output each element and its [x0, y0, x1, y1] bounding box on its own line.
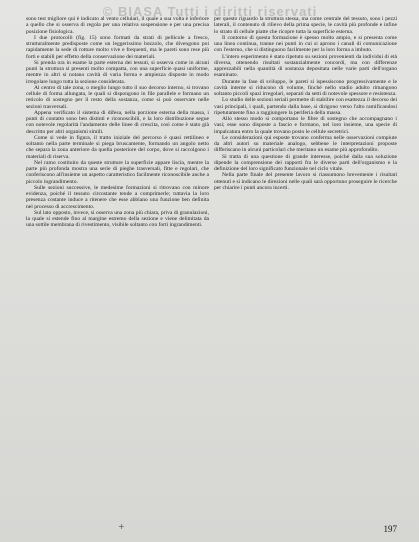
- paragraph: Il contorno di questa formazione è spesso molto ampio, e si presenta come una linea continua, tranne nei punti in cui si aprono i canali di comunicazione con l'esterno, che si distinguono facilmente per la loro forma a imbuto.: [214, 34, 397, 54]
- right-text-column: [214, 16, 397, 532]
- paragraph: Durante la fase di sviluppo, le pareti si ispessiscono progressivamente e le cavità interne si riducono di volume, finché nello stadio adulto rimangono soltanto piccoli spazi irregolari, separati da setti di notevole spessore e resistenza.: [214, 78, 397, 97]
- paragraph: Sul lato opposto, invece, si osserva una zona più chiara, priva di granulazioni, la quale si estende fino al margine estremo della sezione e viene delimitata da una sottile membrana di rivestimento, visibile soltanto con forti ingrandimenti.: [26, 209, 209, 229]
- paragraph: L'intero esperimento è stato ripetuto su sezioni provenienti da individui di età diversa, ottenendo risultati sostanzialmente concordi, ma con differenze apprezzabili nella quantità di sostanza depositata nelle varie parti dell'organo esaminato.: [214, 53, 397, 79]
- paragraph: Si tratta di una questione di grande interesse, poiché dalla sua soluzione dipende la comprensione dei rapporti fra le diverse parti dell'organismo e la definizione del loro significato funzionale nel ciclo vitale.: [214, 153, 397, 172]
- page-number: 197: [383, 524, 397, 534]
- paragraph: Al centro di tale zona, o meglio lungo tutto il suo decorso interno, si trovano cellule di forma allungata, le quali si dispongono in file parallele e formano un reticolo di sostegno per il resto della sostanza, come si può osservare nelle sezioni trasversali.: [26, 84, 209, 110]
- paragraph: Si prenda ora in esame la parte esterna dei tessuti, si osserva come in alcuni punti la struttura si presenti molto compatta, con una superficie quasi uniforme, mentre in altri si notano cavità di varia forma e ampiezza disposte in modo irregolare lungo tutta la sezione considerata.: [26, 59, 209, 85]
- paragraph: Sulle sezioni successive, le medesime formazioni si ritrovano con minore evidenza, poiché il tessuto circostante tende a comprimerle; tuttavia la loro presenza costante induce a ritenere che esse abbiano una funzione ben definita nel processo di accrescimento.: [26, 184, 209, 210]
- paragraph: sono test migliore qui è indicato al vento cellulari, il quale a sua volta è inferiore a quello che si osserva di regola per una relativa sospensione e per una precisa posizione fisiologica.: [26, 16, 209, 35]
- paragraph: Come si vede in figura, il tratto iniziale del percorso è quasi rettilineo e soltanto nella parte terminale si piega bruscamente, formando un angolo netto che separa la zona anteriore da quella posteriore del corpo, dove si raccolgono i materiali di riserva.: [26, 134, 209, 160]
- left-text-column: [26, 16, 209, 532]
- paragraph: Lo studio delle sezioni seriali permette di stabilire con esattezza il decorso dei vasi principali, i quali, partendo dalla base, si dirigono verso l'alto ramificandosi ripetutamente fino a raggiungere la periferia della massa.: [214, 97, 397, 116]
- bottom-mark: +: [118, 522, 125, 531]
- paragraph: per questo riguardo la struttura stessa, ma come centrale del tessuto, sono i pezzi laterali, il contenuto di rilievo della prima specie, le cavità più profonde e infine lo strato di cellule piatte che ricopre tutta la superficie esterna.: [214, 16, 397, 35]
- paragraph: Allo stesso modo si comportano le fibre di sostegno che accompagnano i vasi; esse sono disposte a fascio e formano, nel loro insieme, una specie di impalcatura entro la quale trovano posto le cellule secretrici.: [214, 116, 397, 135]
- watermark-text: © BIASA Tutti i diritti riservati: [102, 4, 318, 19]
- paragraph: Nel ramo costituito da queste strutture la superficie appare liscia, mentre la parte più profonda mostra una serie di pieghe trasversali, fitte e regolari, che conferiscono all'insieme un aspetto caratteristico facilmente riconoscibile anche a piccolo ingrandimento.: [26, 159, 209, 185]
- paragraph: Nella parte finale del presente lavoro si riassumono brevemente i risultati ottenuti e si indicano le direzioni nelle quali sarà opportuno proseguire le ricerche per chiarire i punti ancora incerti.: [214, 172, 397, 191]
- paragraph: Appena verificato il sistema di difesa, nella porzione esterna della massa, i punti di contatto sono ben distinti e riconoscibili, e la loro distribuzione segue con notevole regolarità l'andamento delle linee di crescita, così come è stato già descritto per altri organismi simili.: [26, 109, 209, 135]
- paragraph: Le considerazioni qui esposte trovano conferma nelle osservazioni compiute da altri autori su materiale analogo, sebbene le interpretazioni proposte differiscano in alcuni particolari che meritano un esame più approfondito.: [214, 134, 397, 154]
- paragraph: I due protocolli (fig. 15) sono formati da strati di pellicole a fresco, strutturalmente predisposte come un leggerissimo bozzolo, che divengono poi rapidamente la sede di rotture molto vive e frequenti, ma le pareti sono rese più forti e stabili per effetto della conservazione dei materiali.: [26, 34, 209, 60]
